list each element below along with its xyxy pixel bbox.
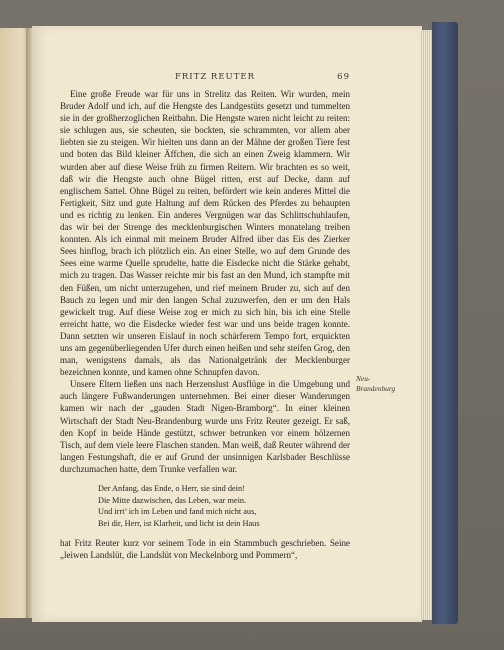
- paragraph: Unsere Eltern ließen uns nach Herzenslust Ausflüge in die Umgebung und auch längere Fußwanderungen unternehmen. Bei einer dieser Wanderungen kamen wir nach der „gauden Stadt Nigen-Bramborg“. In einer kleinen Wirtschaft der Stadt Neu-Brandenburg wurde uns Fritz Reuter gezeigt. Er saß, den Kopf in beide Hände gestützt, schwer betrunken vor einem hölzernen Tisch, auf dem viele leere Flaschen standen. Man weiß, daß Reuter während der langen Festungshaft, die er auf Grund der unsinnigen Karlsbader Beschlüsse durchzumachen hatte, dem Trunke verfallen war.: [60, 379, 350, 474]
- closing-paragraph: hat Fritz Reuter kurz vor seinem Tode in ein Stammbuch geschrieben. Seine „leiwen Landslüt, die Landslüt von Meckelnborg und Pommern“,: [60, 538, 350, 561]
- poem-line: Bei dir, Herr, ist Klarheit, und licht ist dein Haus: [98, 518, 260, 528]
- facing-page-edge: [0, 28, 28, 618]
- page-number: 69: [337, 72, 350, 82]
- paragraph: Eine große Freude war für uns in Strelitz das Reiten. Wir wurden, mein Bruder Adolf und ich, auf die Hengste des Landgestüts gesetzt und tummelten sie in der großherzoglichen Reitbahn. Die Hengste waren nicht leicht zu reiten: sie schlugen aus, sie scheuten, sie bockten, sie schrammten, vor allem aber liebten sie zu steigen. Wir hielten uns dann an der Mähne der großen Tiere fest und boten das Bild kleiner Äffchen, die sich an einen Zweig klammern. Wir wurden aber auf diese Weise früh zu firmen Reitern. Wir brachten es so weit, daß wir die Hengste auch ohne Bügel ritten, erst auf Decke, dann auf englischem Sattel. Ohne Bügel zu reiten, befördert wie kein anderes Mittel die Fertigkeit, Sitz und gute Haltung auf dem Rücken des Pferdes zu behaupten und es richtig zu lenken. Ein anderes Vergnügen war das Schlittschuhlaufen, das wir bei der Strenge des mecklenburgischen Winters monatelang treiben konnten. Als ich einmal mit meinem Bruder Alfred über das Eis des Zierker Sees hinflog, brach ich plötzlich ein. An einer Stelle, wo auf dem Grunde des Sees eine warme Quelle sprudelte, hatte die Eisdecke nicht die Stärke gehabt, mich zu tragen. Das Wasser reichte mir bis fast an den Mund, ich stampfte mit den Füßen, um nicht unterzugehen, und rief meinem Bruder zu, sich auf den Bauch zu legen und mir den langen Schal zuzuwerfen, den er um den Hals gewickelt trug. Auf diese Weise zog er mich zu sich hin, bis ich eine Stelle erreicht hatte, wo die Eisdecke wieder fest war und uns beide tragen konnte. Dann setzten wir unseren Eislauf in noch schärferem Tempo fort, erquickten uns am gegenüberliegenden Ufer durch einen heißen und sehr steifen Grog, den man, wenigstens damals, als das Nationalgetränk der Mecklenburger bezeichnen konnte, und kamen ohne Schnupfen davon.: [60, 89, 350, 378]
- book-cover: [432, 22, 458, 624]
- running-head: [60, 72, 350, 82]
- poem-line: Und irrt’ ich im Leben und fand mich nicht aus,: [98, 507, 257, 517]
- running-head-title: FRITZ REUTER: [175, 72, 255, 82]
- poem-line: Der Anfang, das Ende, o Herr, sie sind dein!: [98, 484, 245, 493]
- body-text: [60, 88, 350, 562]
- margin-note: [356, 374, 416, 394]
- margin-note-line: Neu-: [356, 374, 371, 383]
- poem-line: Die Mitte dazwischen, das Leben, war mein.: [98, 495, 247, 505]
- margin-note-line: Brandenburg: [356, 384, 396, 393]
- poem-block: [98, 483, 350, 529]
